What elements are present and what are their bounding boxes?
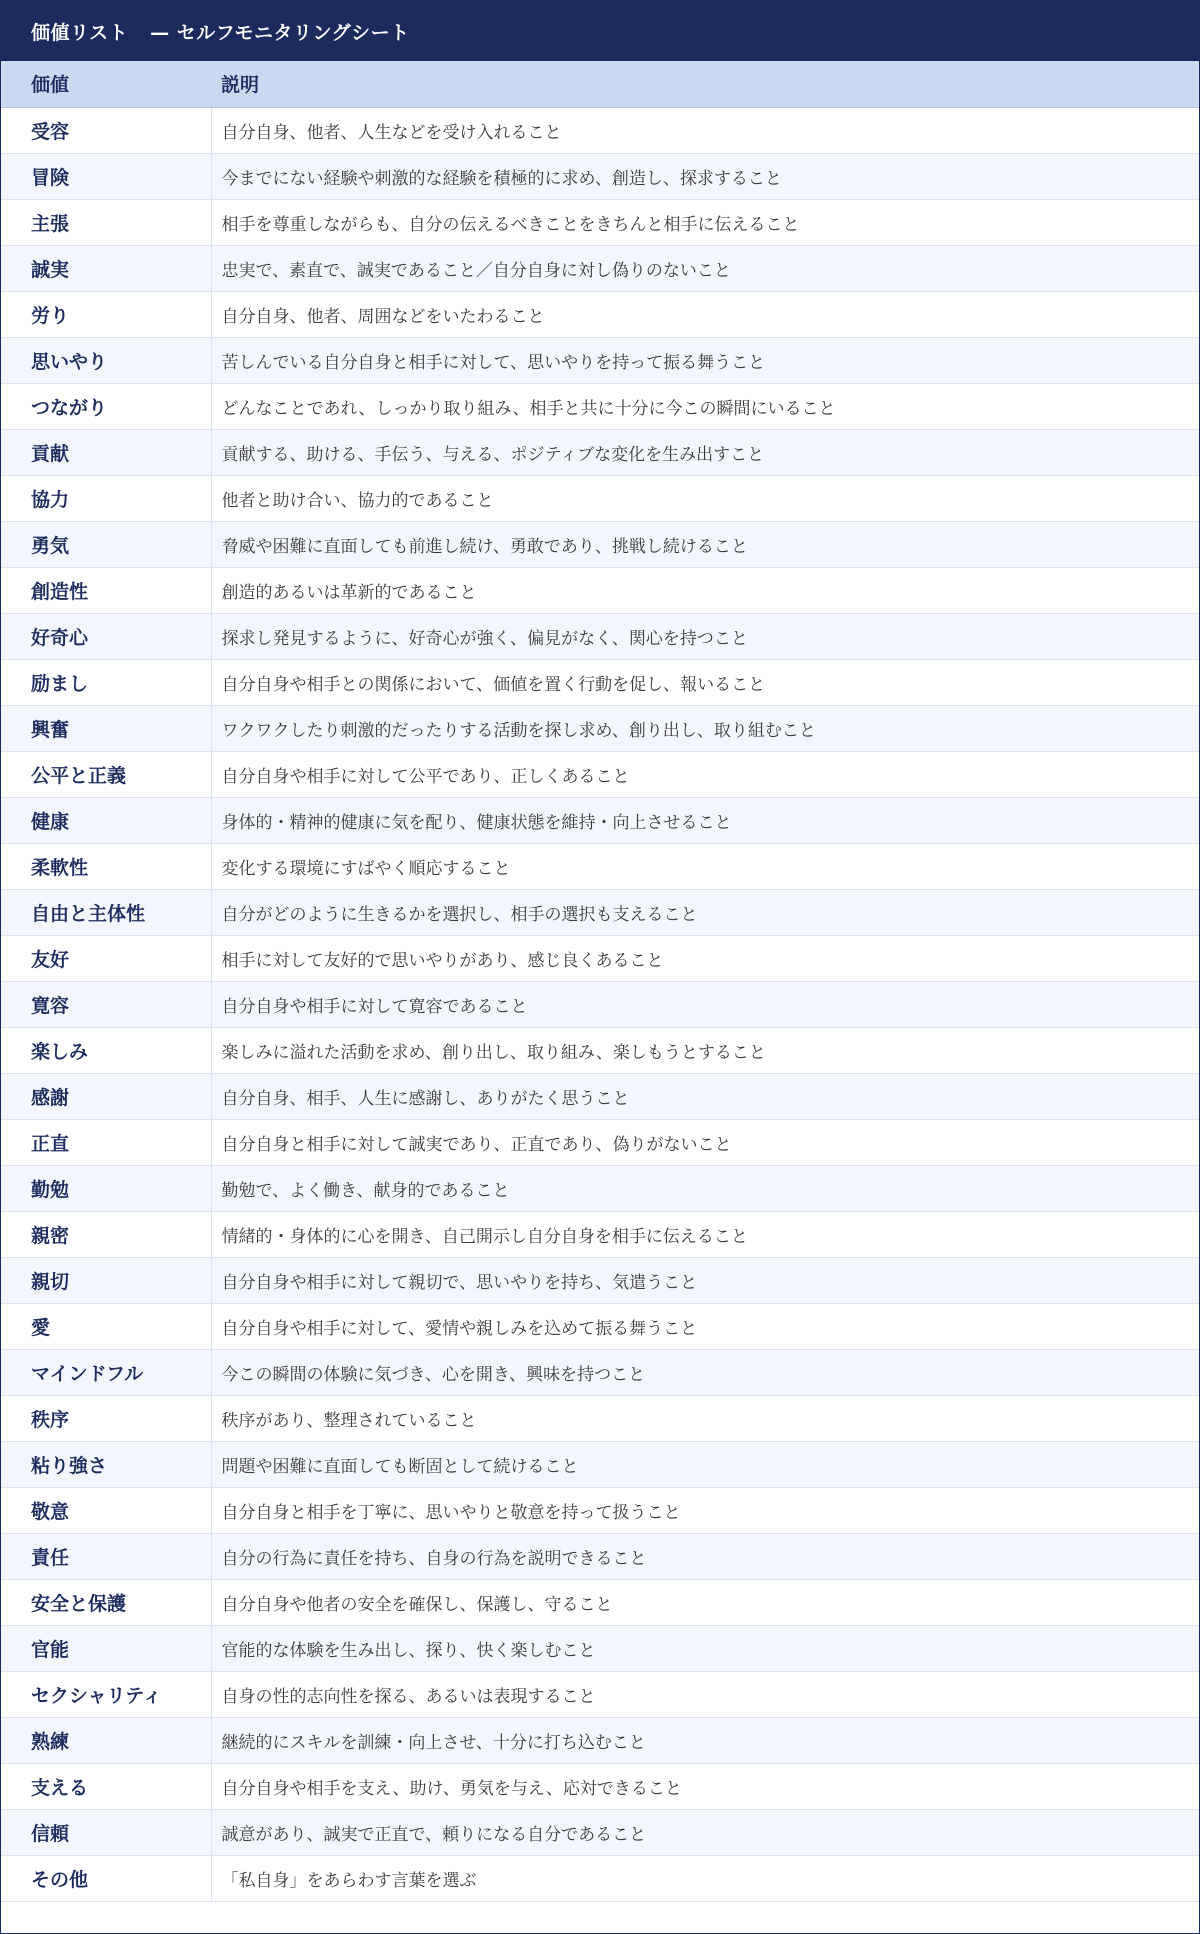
value-name-cell: 秩序 xyxy=(1,1395,211,1441)
value-name-cell: 敬意 xyxy=(1,1487,211,1533)
value-name-cell: 貢献 xyxy=(1,429,211,475)
value-name-cell: 柔軟性 xyxy=(1,843,211,889)
table-row xyxy=(1,613,1199,659)
table-row xyxy=(1,1395,1199,1441)
value-description-cell: 自分自身や他者の安全を確保し、保護し、守ること xyxy=(211,1579,1199,1625)
table-row xyxy=(1,1533,1199,1579)
value-description-cell: 自分自身と相手を丁寧に、思いやりと敬意を持って扱うこと xyxy=(211,1487,1199,1533)
table-row xyxy=(1,935,1199,981)
value-description-cell: 楽しみに溢れた活動を求め、創り出し、取り組み、楽しもうとすること xyxy=(211,1027,1199,1073)
header-bar xyxy=(1,1,1199,61)
table-row xyxy=(1,797,1199,843)
value-name-cell: つながり xyxy=(1,383,211,429)
value-name-cell: 愛 xyxy=(1,1303,211,1349)
table-row xyxy=(1,291,1199,337)
table-row xyxy=(1,475,1199,521)
value-name-cell: 親切 xyxy=(1,1257,211,1303)
value-description-cell: 自分自身や相手を支え、助け、勇気を与え、応対できること xyxy=(211,1763,1199,1809)
table-row xyxy=(1,1211,1199,1257)
value-name-cell: 粘り強さ xyxy=(1,1441,211,1487)
table-row xyxy=(1,199,1199,245)
table-row xyxy=(1,1165,1199,1211)
value-name-cell: 主張 xyxy=(1,199,211,245)
value-name-cell: 寛容 xyxy=(1,981,211,1027)
value-description-cell: 情緒的・身体的に心を開き、自己開示し自分自身を相手に伝えること xyxy=(211,1211,1199,1257)
table-row xyxy=(1,751,1199,797)
value-name-cell: 誠実 xyxy=(1,245,211,291)
table-row xyxy=(1,1855,1199,1901)
value-description-cell: 自分自身や相手に対して、愛情や親しみを込めて振る舞うこと xyxy=(211,1303,1199,1349)
value-description-cell: 自分がどのように生きるかを選択し、相手の選択も支えること xyxy=(211,889,1199,935)
table-row xyxy=(1,1303,1199,1349)
table-row xyxy=(1,1119,1199,1165)
value-name-cell: 支える xyxy=(1,1763,211,1809)
value-description-cell: 自分自身、他者、人生などを受け入れること xyxy=(211,107,1199,153)
value-name-cell: 協力 xyxy=(1,475,211,521)
value-description-cell: 自分自身、他者、周囲などをいたわること xyxy=(211,291,1199,337)
value-name-cell: 楽しみ xyxy=(1,1027,211,1073)
value-name-cell: 信頼 xyxy=(1,1809,211,1855)
value-description-cell: ワクワクしたり刺激的だったりする活動を探し求め、創り出し、取り組むこと xyxy=(211,705,1199,751)
value-description-cell: 自分自身や相手との関係において、価値を置く行動を促し、報いること xyxy=(211,659,1199,705)
page-title: 価値リスト xyxy=(31,21,129,44)
table-row xyxy=(1,107,1199,153)
value-description-cell: 脅威や困難に直面しても前進し続け、勇敢であり、挑戦し続けること xyxy=(211,521,1199,567)
table-row xyxy=(1,1809,1199,1855)
value-description-cell: 継続的にスキルを訓練・向上させ、十分に打ち込むこと xyxy=(211,1717,1199,1763)
value-name-cell: 熟練 xyxy=(1,1717,211,1763)
value-name-cell: 官能 xyxy=(1,1625,211,1671)
table-row xyxy=(1,981,1199,1027)
table-row xyxy=(1,843,1199,889)
value-description-cell: 相手に対して友好的で思いやりがあり、感じ良くあること xyxy=(211,935,1199,981)
value-name-cell: 友好 xyxy=(1,935,211,981)
table-row xyxy=(1,1763,1199,1809)
value-description-cell: 苦しんでいる自分自身と相手に対して、思いやりを持って振る舞うこと xyxy=(211,337,1199,383)
value-name-cell: マインドフル xyxy=(1,1349,211,1395)
value-description-cell: 自分自身、相手、人生に感謝し、ありがたく思うこと xyxy=(211,1073,1199,1119)
value-description-cell: 問題や困難に直面しても断固として続けること xyxy=(211,1441,1199,1487)
value-name-cell: 受容 xyxy=(1,107,211,153)
page-subtitle: — セルフモニタリングシート xyxy=(150,21,410,44)
value-name-cell: 励まし xyxy=(1,659,211,705)
value-description-cell: 自分自身と相手に対して誠実であり、正直であり、偽りがないこと xyxy=(211,1119,1199,1165)
table-row xyxy=(1,153,1199,199)
column-header-description: 説明 xyxy=(211,61,1199,107)
value-name-cell: 自由と主体性 xyxy=(1,889,211,935)
value-name-cell: 冒険 xyxy=(1,153,211,199)
value-name-cell: 思いやり xyxy=(1,337,211,383)
table-row xyxy=(1,1257,1199,1303)
value-name-cell: 興奮 xyxy=(1,705,211,751)
value-name-cell: セクシャリティ xyxy=(1,1671,211,1717)
values-table xyxy=(1,61,1199,1902)
value-description-cell: 忠実で、素直で、誠実であること／自分自身に対し偽りのないこと xyxy=(211,245,1199,291)
table-row xyxy=(1,889,1199,935)
table-row xyxy=(1,1717,1199,1763)
table-row xyxy=(1,567,1199,613)
value-name-cell: 正直 xyxy=(1,1119,211,1165)
value-description-cell: 秩序があり、整理されていること xyxy=(211,1395,1199,1441)
value-description-cell: 自分自身や相手に対して親切で、思いやりを持ち、気遣うこと xyxy=(211,1257,1199,1303)
value-description-cell: 相手を尊重しながらも、自分の伝えるべきことをきちんと相手に伝えること xyxy=(211,199,1199,245)
table-header xyxy=(1,61,1199,107)
value-name-cell: 好奇心 xyxy=(1,613,211,659)
value-description-cell: 身体的・精神的健康に気を配り、健康状態を維持・向上させること xyxy=(211,797,1199,843)
value-description-cell: 誠意があり、誠実で正直で、頼りになる自分であること xyxy=(211,1809,1199,1855)
table-row xyxy=(1,245,1199,291)
value-description-cell: 探求し発見するように、好奇心が強く、偏見がなく、関心を持つこと xyxy=(211,613,1199,659)
table-row xyxy=(1,1579,1199,1625)
value-description-cell: 自分の行為に責任を持ち、自身の行為を説明できること xyxy=(211,1533,1199,1579)
value-name-cell: 安全と保護 xyxy=(1,1579,211,1625)
table-row xyxy=(1,429,1199,475)
table-row xyxy=(1,337,1199,383)
value-description-cell: 貢献する、助ける、手伝う、与える、ポジティブな変化を生み出すこと xyxy=(211,429,1199,475)
table-row xyxy=(1,1441,1199,1487)
table-row xyxy=(1,383,1199,429)
table-row xyxy=(1,1671,1199,1717)
value-name-cell: 勇気 xyxy=(1,521,211,567)
value-description-cell: 自身の性的志向性を探る、あるいは表現すること xyxy=(211,1671,1199,1717)
value-description-cell: 今までにない経験や刺激的な経験を積極的に求め、創造し、探求すること xyxy=(211,153,1199,199)
table-row xyxy=(1,1073,1199,1119)
value-name-cell: 労り xyxy=(1,291,211,337)
value-description-cell: 「私自身」をあらわす言葉を選ぶ xyxy=(211,1855,1199,1901)
column-header-value: 価値 xyxy=(1,61,211,107)
value-description-cell: 他者と助け合い、協力的であること xyxy=(211,475,1199,521)
value-description-cell: 創造的あるいは革新的であること xyxy=(211,567,1199,613)
value-name-cell: 健康 xyxy=(1,797,211,843)
value-description-cell: 今この瞬間の体験に気づき、心を開き、興味を持つこと xyxy=(211,1349,1199,1395)
value-description-cell: 自分自身や相手に対して寛容であること xyxy=(211,981,1199,1027)
value-description-cell: 変化する環境にすばやく順応すること xyxy=(211,843,1199,889)
value-description-cell: どんなことであれ、しっかり取り組み、相手と共に十分に今この瞬間にいること xyxy=(211,383,1199,429)
value-name-cell: 公平と正義 xyxy=(1,751,211,797)
value-description-cell: 官能的な体験を生み出し、探り、快く楽しむこと xyxy=(211,1625,1199,1671)
table-row xyxy=(1,705,1199,751)
value-name-cell: その他 xyxy=(1,1855,211,1901)
value-name-cell: 親密 xyxy=(1,1211,211,1257)
value-name-cell: 責任 xyxy=(1,1533,211,1579)
value-description-cell: 勤勉で、よく働き、献身的であること xyxy=(211,1165,1199,1211)
value-name-cell: 創造性 xyxy=(1,567,211,613)
table-row xyxy=(1,1027,1199,1073)
table-row xyxy=(1,1625,1199,1671)
value-name-cell: 勤勉 xyxy=(1,1165,211,1211)
value-name-cell: 感謝 xyxy=(1,1073,211,1119)
table-body xyxy=(1,107,1199,1901)
table-row xyxy=(1,521,1199,567)
table-row xyxy=(1,659,1199,705)
table-row xyxy=(1,1487,1199,1533)
table-header-row xyxy=(1,61,1199,107)
table-row xyxy=(1,1349,1199,1395)
value-description-cell: 自分自身や相手に対して公平であり、正しくあること xyxy=(211,751,1199,797)
